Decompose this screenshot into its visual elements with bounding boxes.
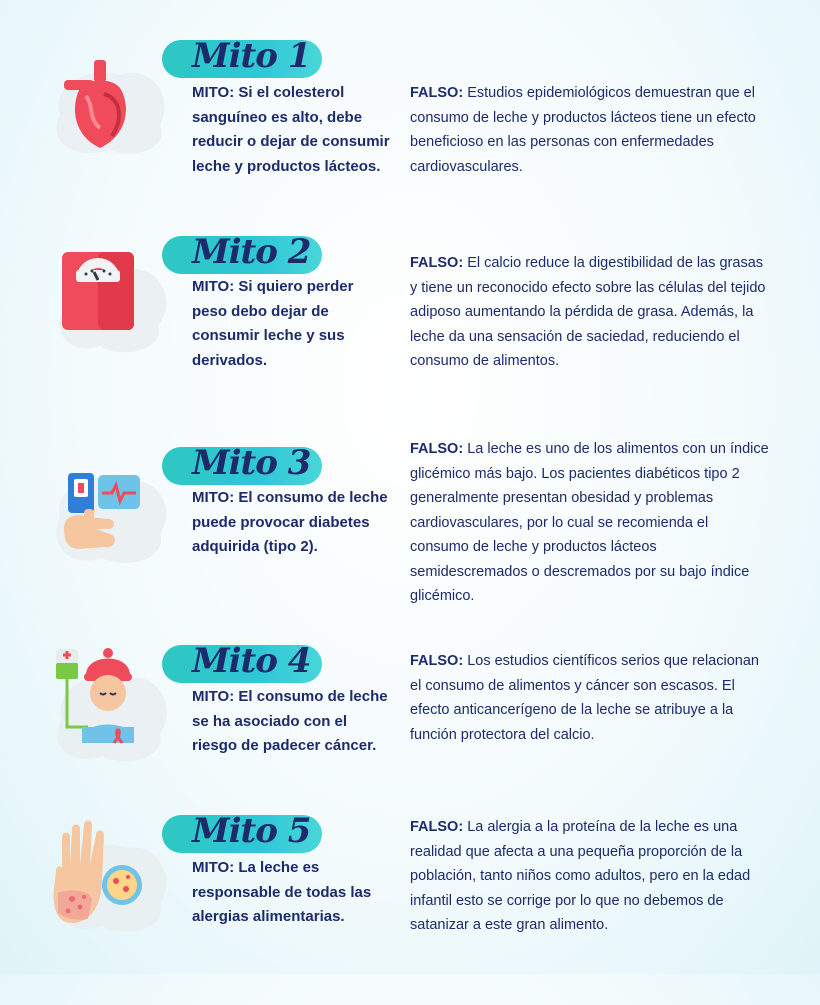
myth-3 bbox=[0, 441, 820, 637]
myth-answer bbox=[410, 649, 770, 747]
allergy-hand-icon bbox=[48, 819, 148, 929]
answer-text: El calcio reduce la digestibilidad de las grasas y tiene un reconocido efecto sobre las células del tejido adiposo aumentando la pérdida de grasa. Además, la leche da una sensación de saciedad, reduciendo el consumo de alimentos. bbox=[410, 255, 766, 369]
myth-4 bbox=[0, 641, 820, 835]
answer-label: FALSO: bbox=[410, 819, 464, 835]
myth-title-pill bbox=[162, 641, 322, 683]
myth-5 bbox=[0, 811, 820, 1005]
myth-answer bbox=[410, 251, 770, 374]
myth-2-icon-wrap bbox=[30, 236, 180, 376]
myth-title-pill bbox=[162, 232, 322, 274]
myth-1-icon-wrap bbox=[30, 40, 180, 180]
answer-text: Estudios epidemiológicos demuestran que el consumo de leche y productos lácteos tiene un efecto beneficioso en las personas con enfermedades cardiovasculares. bbox=[410, 85, 756, 175]
answer-text: La leche es uno de los alimentos con un índice glicémico más bajo. Los pacientes diabéticos tipo 2 generalmente presentan obesidad y problemas cardiovasculares, por lo cual se recomienda el consumo de leche y productos lácteos semidescremados o descremados por su bajo índice glicémico. bbox=[410, 441, 769, 604]
answer-text: Los estudios científicos serios que relacionan el consumo de alimentos y cáncer son escasos. El efecto anticancerígeno de la leche se atribuye a la función protectora del calcio. bbox=[410, 653, 759, 743]
myth-title: Mito 4 bbox=[192, 641, 311, 681]
myth-answer bbox=[410, 815, 770, 938]
myth-title: Mito 5 bbox=[192, 811, 311, 851]
myth-title-pill bbox=[162, 811, 322, 853]
myth-statement: MITO: El consumo de leche puede provocar diabetes adquirida (tipo 2). bbox=[192, 489, 388, 555]
myth-title-pill bbox=[162, 36, 322, 78]
answer-text: La alergia a la proteína de la leche es una realidad que afecta a una pequeña proporción de la población, tanto niños como adultos, pero en la edad infantil esto se corrige por lo que no debemos de satanizar a este gran alimento. bbox=[410, 819, 751, 933]
myth-5-icon-wrap bbox=[30, 815, 180, 955]
myth-statement: MITO: El consumo de leche se ha asociado con el riesgo de padecer cáncer. bbox=[192, 688, 388, 754]
weight-scale-icon bbox=[62, 252, 134, 330]
answer-label: FALSO: bbox=[410, 653, 464, 669]
myth-4-icon-wrap bbox=[30, 645, 180, 785]
heart-icon bbox=[60, 58, 140, 158]
myth-statement: MITO: Si el colesterol sanguíneo es alto, debe reducir o dejar de consumir leche y productos lácteos. bbox=[192, 84, 390, 175]
myth-title: Mito 1 bbox=[192, 36, 311, 76]
cancer-patient-icon bbox=[52, 639, 152, 749]
myth-statement: MITO: Si quiero perder peso debo dejar de consumir leche y sus derivados. bbox=[192, 278, 354, 369]
myth-3-icon-wrap bbox=[30, 447, 180, 587]
glucose-meter-icon bbox=[60, 469, 152, 561]
myth-answer bbox=[410, 81, 770, 179]
answer-label: FALSO: bbox=[410, 255, 464, 271]
answer-label: FALSO: bbox=[410, 441, 464, 457]
myth-title: Mito 2 bbox=[192, 232, 311, 272]
myth-statement: MITO: La leche es responsable de todas las alergias alimentarias. bbox=[192, 859, 372, 925]
myth-title-pill bbox=[162, 443, 322, 485]
answer-label: FALSO: bbox=[410, 85, 464, 101]
myth-answer bbox=[410, 437, 770, 609]
myth-title: Mito 3 bbox=[192, 443, 311, 483]
myth-1 bbox=[0, 36, 820, 230]
myth-2 bbox=[0, 232, 820, 426]
